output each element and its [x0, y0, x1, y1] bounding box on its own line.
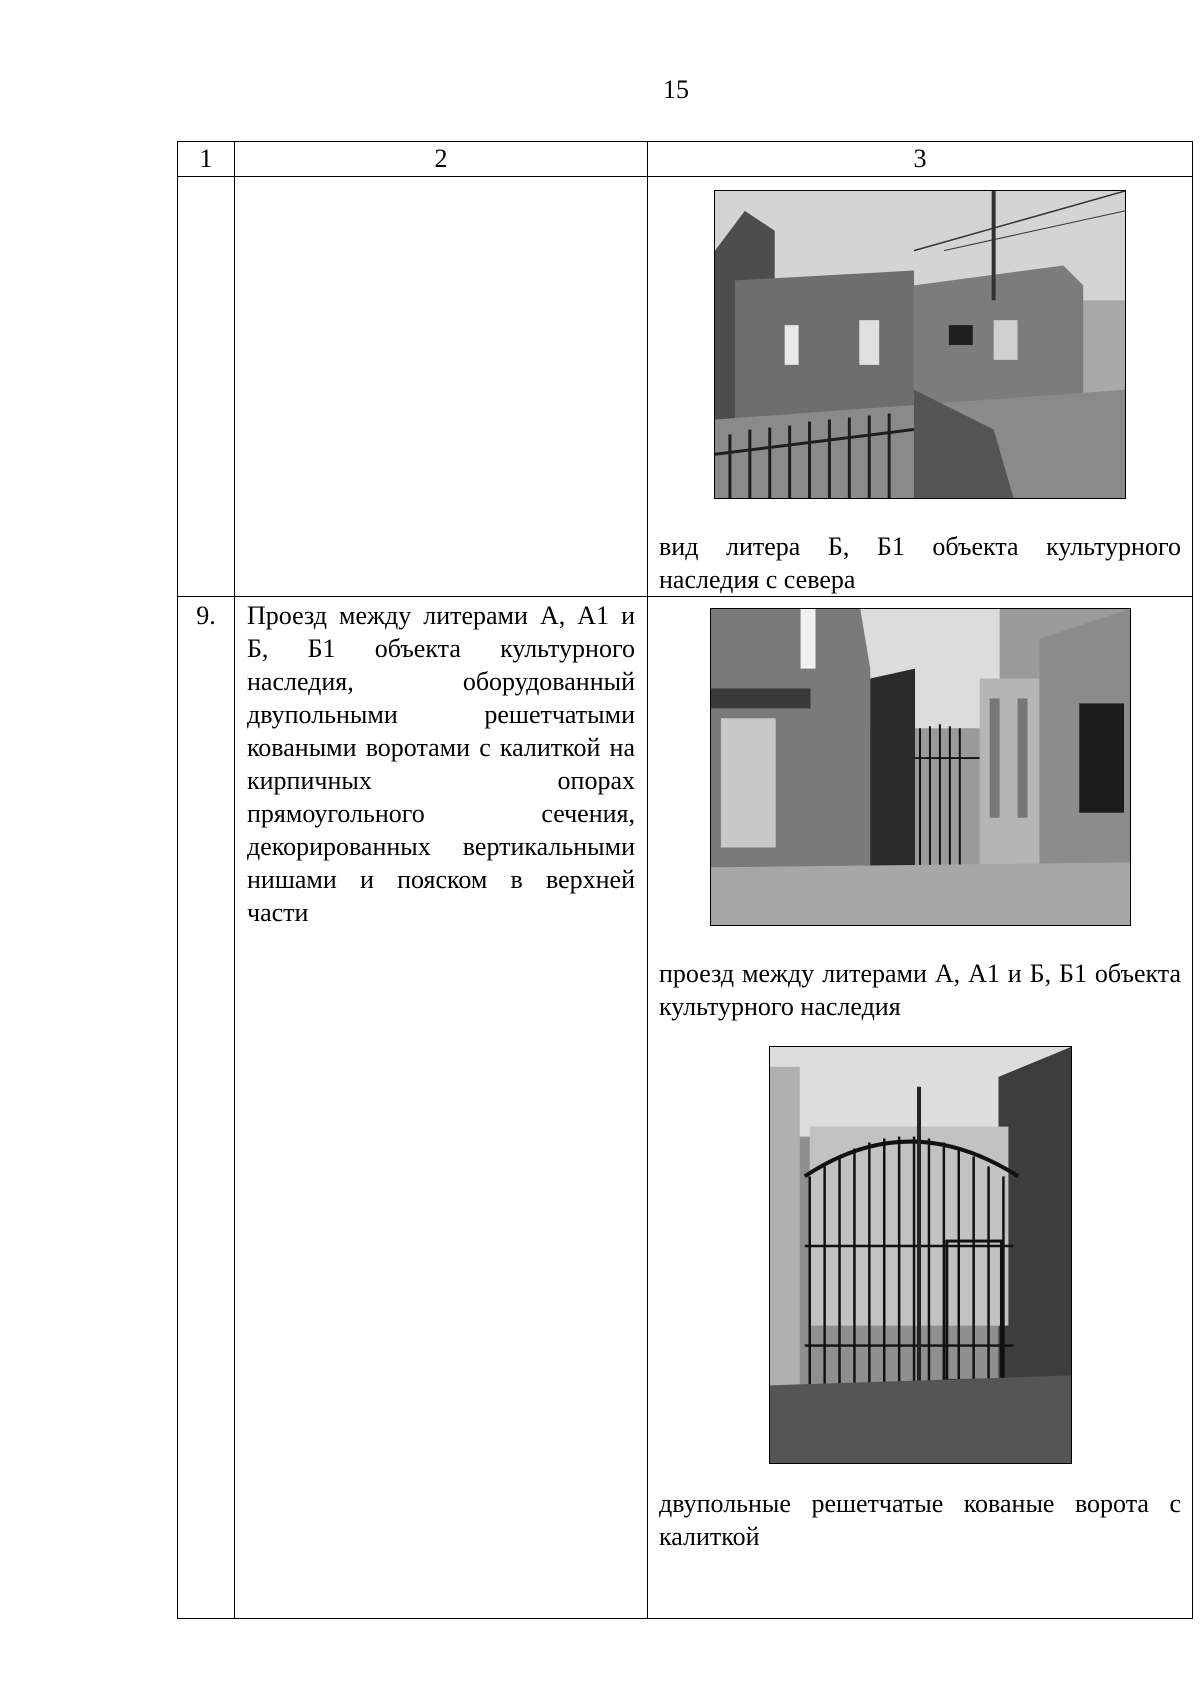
photo-wrought-iron-gates: [769, 1046, 1072, 1464]
photo-building-north-view: [714, 190, 1126, 499]
table-row: [178, 177, 1193, 597]
row-description: Проезд между литерами А, А1 и Б, Б1 объекта культурного наследия, оборудованный двупольными решетчатыми коваными воротами с калиткой на кирпичных опорах прямоугольного сечения, декорированных вертикальными нишами и пояском в верхней части: [235, 597, 648, 1619]
table-header-row: [178, 142, 1193, 177]
table-row: [178, 597, 1193, 1619]
row-photos: [648, 177, 1193, 597]
heritage-table: [177, 141, 1193, 1619]
row-number: [178, 177, 235, 597]
photo-caption: двупольные решетчатые кованые ворота с калиткой: [659, 1489, 1181, 1551]
row-photos: [648, 597, 1193, 1619]
page-number: 15: [663, 75, 689, 104]
row-description: [235, 177, 648, 597]
header-col-3: 3: [648, 142, 1193, 177]
photo-caption: вид литера Б, Б1 объекта культурного наследия с севера: [659, 532, 1181, 594]
photo-caption: проезд между литерами А, А1 и Б, Б1 объекта культурного наследия: [659, 959, 1181, 1021]
photo-driveway: [710, 608, 1131, 926]
header-col-1: 1: [178, 142, 235, 177]
header-col-2: 2: [235, 142, 648, 177]
row-number: 9.: [178, 597, 235, 1619]
